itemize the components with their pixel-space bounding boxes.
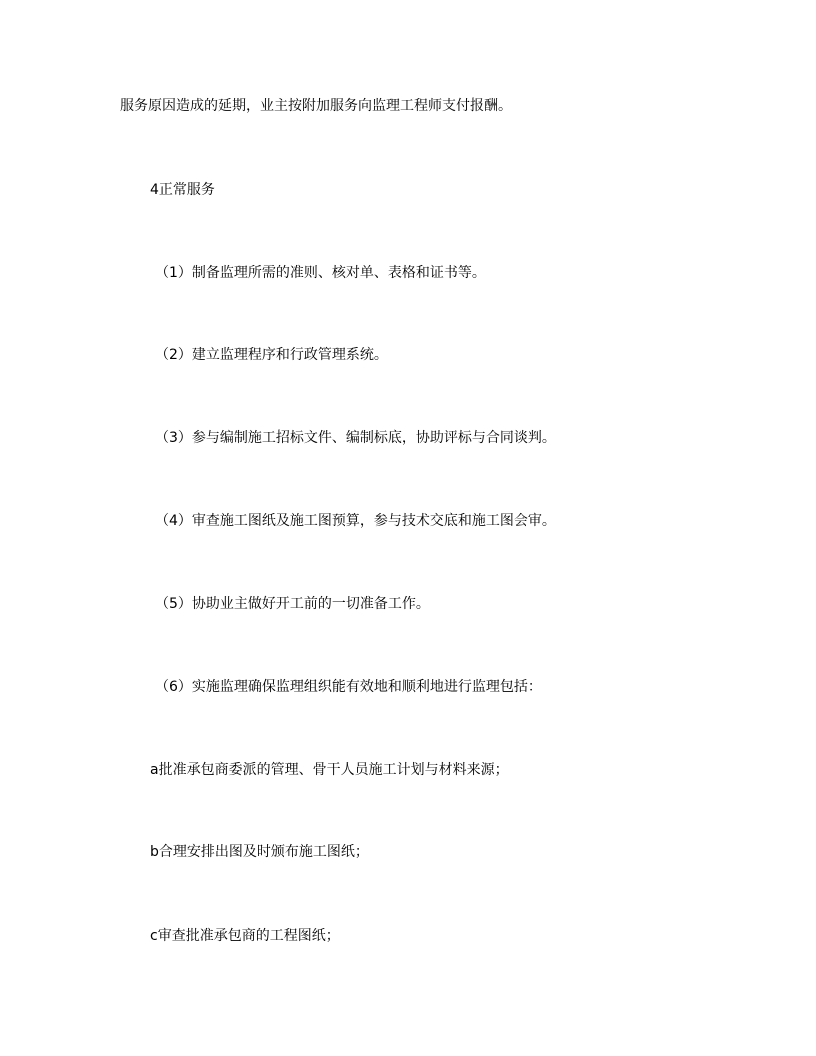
list-item: （1）制备监理所需的准则、核对单、表格和证书等。 [155, 265, 486, 281]
list-item: （5）协助业主做好开工前的一切准备工作。 [155, 596, 430, 612]
list-item: （3）参与编制施工招标文件、编制标底，协助评标与合同谈判。 [155, 430, 556, 446]
sub-list-item: b合理安排出图及时颁布施工图纸； [150, 844, 369, 860]
list-item: （4）审查施工图纸及施工图预算，参与技术交底和施工图会审。 [155, 513, 556, 529]
list-item: （2）建立监理程序和行政管理系统。 [155, 347, 388, 363]
list-item: （6）实施监理确保监理组织能有效地和顺利地进行监理包括： [155, 679, 542, 695]
paragraph-continuation: 服务原因造成的延期，业主按附加服务向监理工程师支付报酬。 [120, 98, 512, 114]
sub-list-item: c审查批准承包商的工程图纸； [150, 928, 340, 944]
section-heading: 4正常服务 [150, 182, 215, 198]
sub-list-item: a批准承包商委派的管理、骨干人员施工计划与材料来源； [150, 762, 509, 778]
